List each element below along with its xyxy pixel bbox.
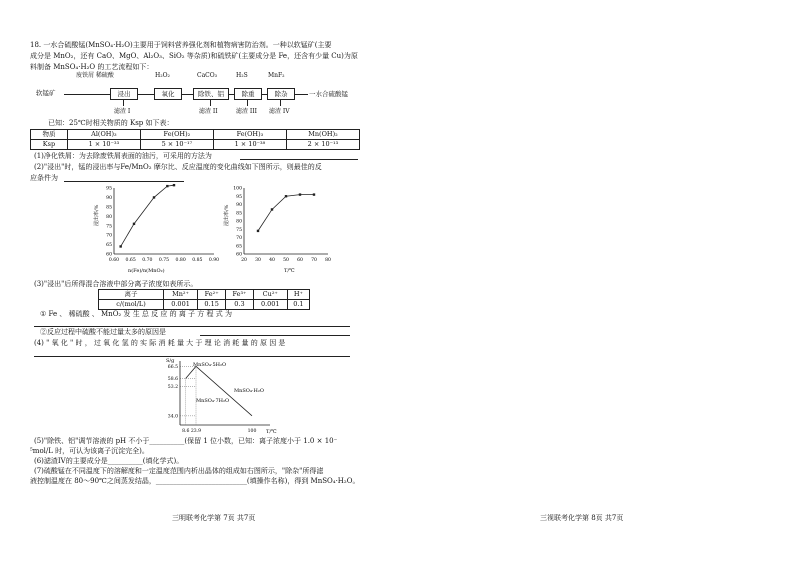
chart2-ytick: 60 <box>236 252 242 258</box>
ksp-header-cell: 物质 <box>31 130 68 140</box>
flow-step-remove-heavy: 除重 <box>234 88 262 100</box>
flow-reagent-2: H₂O₂ <box>155 72 170 79</box>
ksp-header-cell: Al(OH)₃ <box>67 130 140 140</box>
flow-reagent-4: H₂S <box>236 72 248 79</box>
chart3-label-heptahydrate: MnSO₄·7H₂O <box>196 398 230 404</box>
chart1-ylabel: 浸出率/% <box>94 204 100 226</box>
ksp-value-cell: 5 × 10⁻¹⁷ <box>140 140 213 150</box>
chart2-ytick: 90 <box>236 203 242 209</box>
chart1-point <box>153 196 155 198</box>
flow-start-label: 软锰矿 <box>36 89 56 97</box>
flow-step-remove-fe-al: 除铁、铝 <box>193 88 229 100</box>
ksp-header-cell: Fe(OH)₂ <box>140 130 213 140</box>
ksp-value-cell: 1 × 10⁻³³ <box>67 140 140 150</box>
ion-value-cell: 0.1 <box>287 300 309 310</box>
chart2-xtick: 20 <box>241 258 247 263</box>
ion-header-label: 离子 <box>99 290 164 300</box>
chart2-point <box>299 193 301 195</box>
flow-step-oxidize: 氧化 <box>154 88 182 100</box>
ksp-header-cell: Fe(OH)₃ <box>213 130 286 140</box>
chart3-ytick: 34.0 <box>167 414 178 420</box>
ion-value-cell: 0.3 <box>226 300 254 310</box>
question-7-line1: (7)硫酸锰在不同温度下的溶解度和一定温度范围内析出晶体的组成如右图所示，"除杂"所得滤 <box>34 467 324 475</box>
chart1-point <box>166 185 168 187</box>
ksp-value-cell: 2 × 10⁻¹³ <box>286 140 359 150</box>
chart1-xtick: 0.60 <box>108 258 120 263</box>
leach-rate-charts <box>92 180 352 280</box>
ion-header-cell: Fe²⁺ <box>198 290 226 300</box>
question-2-line1: (2)"浸出"时，锰的浸出率与Fe/MnO₂ 摩尔比、反应温度的变化曲线如下图所示，则最佳的反 <box>34 163 322 171</box>
question-3-intro: (3)"浸出"后所得混合溶液中部分离子浓度如表所示。 <box>34 280 198 288</box>
chart2-ylabel: 浸出率/% <box>224 204 230 226</box>
chart2-xtick: 70 <box>311 258 317 263</box>
chart2-xtick: 60 <box>297 258 303 263</box>
answer-blank-1 <box>240 159 358 160</box>
chart1-xtick: 0.65 <box>125 258 136 263</box>
chart2-xtick: 30 <box>255 258 261 263</box>
chart2-xtick: 50 <box>283 258 289 263</box>
chart2-point <box>313 193 315 195</box>
question-1: (1)净化铁屑：为去除废铁屑表面的油污，可采用的方法为 <box>34 152 212 160</box>
chart3-label-pentahydrate: MnSO₄·5H₂O <box>193 362 227 368</box>
chart2-xtick: 40 <box>269 258 275 263</box>
chart1-ytick: 90 <box>106 196 112 202</box>
question-intro-line3: 料制备 MnSO₄·H₂O 的工艺流程如下： <box>30 63 154 71</box>
chart3-ytick: 66.5 <box>167 364 178 370</box>
question-2-line2: 应条件为 <box>30 174 58 182</box>
question-4: (4) " 氧 化 " 时 ， 过 氧 化 氢 的 实 际 消 耗 量 大 于 理 论 消 耗 量 的 原 因 是 <box>34 339 286 347</box>
chart1-ytick: 80 <box>106 214 112 220</box>
chart2-ytick: 70 <box>236 236 242 242</box>
flow-residue-4: 滤渣 IV <box>269 108 290 115</box>
ion-header-cell: Mn²⁺ <box>164 290 198 300</box>
chart1-ytick: 95 <box>106 186 112 192</box>
chart3-ytick: 58.6 <box>167 376 178 382</box>
chart1-xlabel: n(Fe)/n(MnO₂) <box>128 268 165 274</box>
chart3-label-monohydrate: MnSO₄·H₂O <box>234 388 264 394</box>
flow-reagent-5: MnF₂ <box>268 72 285 79</box>
ksp-value-cell: 1 × 10⁻³⁸ <box>213 140 286 150</box>
chart1-series-line <box>121 185 174 246</box>
flow-residue-2: 滤渣 II <box>199 108 218 115</box>
question-6: (6)滤渣IV的主要成分是__________(填化学式)。 <box>34 457 184 465</box>
chart3-ylabel: S/g <box>166 358 175 364</box>
chart1-ytick: 70 <box>106 233 112 239</box>
page-footer-left: 三明联考化学第 7页 共7页 <box>172 514 256 522</box>
question-7-line2: 液控制温度在 80～90℃之间蒸发结晶，__________________________(填操作名称)，得到 MnSO₄·H₂O。 <box>30 477 360 485</box>
flow-step-leach: 浸出 <box>110 88 138 100</box>
page-footer-right: 三视联考化学第 8页 共7页 <box>540 514 624 522</box>
chart1-ytick: 75 <box>106 224 112 230</box>
question-3-part2: ②反应过程中硫酸不能过量太多的原因是 <box>40 328 166 336</box>
answer-blank-3-2 <box>200 335 350 336</box>
flow-residue-1: 滤渣 I <box>114 108 131 115</box>
question-intro-line2: 成分是 MnO₂，还有 CaO、MgO、Al₂O₃、SiO₂ 等杂质)和硫铁矿(主要成分是 Fe，还含有少量 Cu)为原 <box>30 52 358 60</box>
ion-value-cell: 0.001 <box>164 300 198 310</box>
flow-reagent-1: 废铁屑 稀硫酸 <box>76 72 114 79</box>
chart3-xtick: 8.6 <box>182 429 190 434</box>
ion-value-cell: 0.15 <box>198 300 226 310</box>
ksp-table <box>30 129 360 150</box>
chart3-xlabel: T/℃ <box>266 429 277 435</box>
solubility-chart <box>150 355 310 437</box>
chart2-series-line <box>258 195 314 231</box>
chart2-ytick: 95 <box>236 194 242 200</box>
chart2-ytick: 85 <box>236 211 242 217</box>
ion-header-cell: Cu²⁺ <box>253 290 287 300</box>
question-3-part1: ① Fe 、 稀硫酸 、 MnO₂ 发 生 总 反 应 的 离 子 方 程 式 为 <box>40 310 232 318</box>
ksp-intro: 已知：25℃时相关物质的 Ksp 如下表： <box>48 119 174 127</box>
chart1-ytick: 65 <box>106 243 112 249</box>
chart3-xtick: 23.9 <box>190 429 202 434</box>
question-intro-line1: 18. 一水合硫酸锰(MnSO₄·H₂O)主要用于饲料营养强化剂和植物病害防治剂。一种以软锰矿(主要 <box>30 41 332 49</box>
chart2-ytick: 65 <box>236 244 242 250</box>
ion-header-cell: Fe³⁺ <box>226 290 254 300</box>
chart1-xtick: 0.85 <box>192 258 203 263</box>
ion-row-label: c/(mol/L) <box>99 300 164 310</box>
flow-residue-3: 滤渣 III <box>236 108 258 115</box>
chart1-point <box>173 184 175 186</box>
chart2-ytick: 80 <box>236 219 242 225</box>
flow-end-label: 一水合硫酸锰 <box>309 90 348 98</box>
chart2-ytick: 75 <box>236 227 242 233</box>
question-5-line2: ⁵mol/L 时，可认为该离子沉淀完全)。 <box>30 447 149 455</box>
chart1-xtick: 0.80 <box>175 258 186 263</box>
chart1-xtick: 0.70 <box>142 258 153 263</box>
ion-table <box>98 289 310 310</box>
chart2-point <box>285 195 287 197</box>
chart2-point <box>257 230 259 232</box>
ion-value-cell: 0.001 <box>253 300 287 310</box>
chart1-ytick: 85 <box>106 205 112 211</box>
chart2-ytick: 100 <box>233 186 242 192</box>
flow-step-remove-impurity: 除杂 <box>267 88 295 100</box>
chart1-xtick: 0.75 <box>158 258 170 263</box>
chart2-xlabel: T/℃ <box>284 268 295 274</box>
chart3-xtick: 100 <box>247 429 257 434</box>
chart1-point <box>119 245 121 247</box>
chart3-ytick: 53.2 <box>167 385 178 391</box>
ion-header-cell: H⁺ <box>287 290 309 300</box>
ksp-header-cell: Mn(OH)₂ <box>286 130 359 140</box>
chart1-point <box>133 223 135 225</box>
chart2-xtick: 80 <box>325 258 331 263</box>
flow-reagent-3: CaCO₃ <box>197 72 218 79</box>
chart1-ytick: 60 <box>106 252 112 258</box>
chart2-point <box>271 208 273 210</box>
chart1-xtick: 0.90 <box>208 258 220 263</box>
question-5-line1: (5)"除铁、铝"调节溶液的 pH 不小于__________(保留 1 位小数，已知：离子浓度小于 1.0 × 10⁻ <box>34 437 338 445</box>
ksp-row-label: Ksp <box>31 140 68 150</box>
